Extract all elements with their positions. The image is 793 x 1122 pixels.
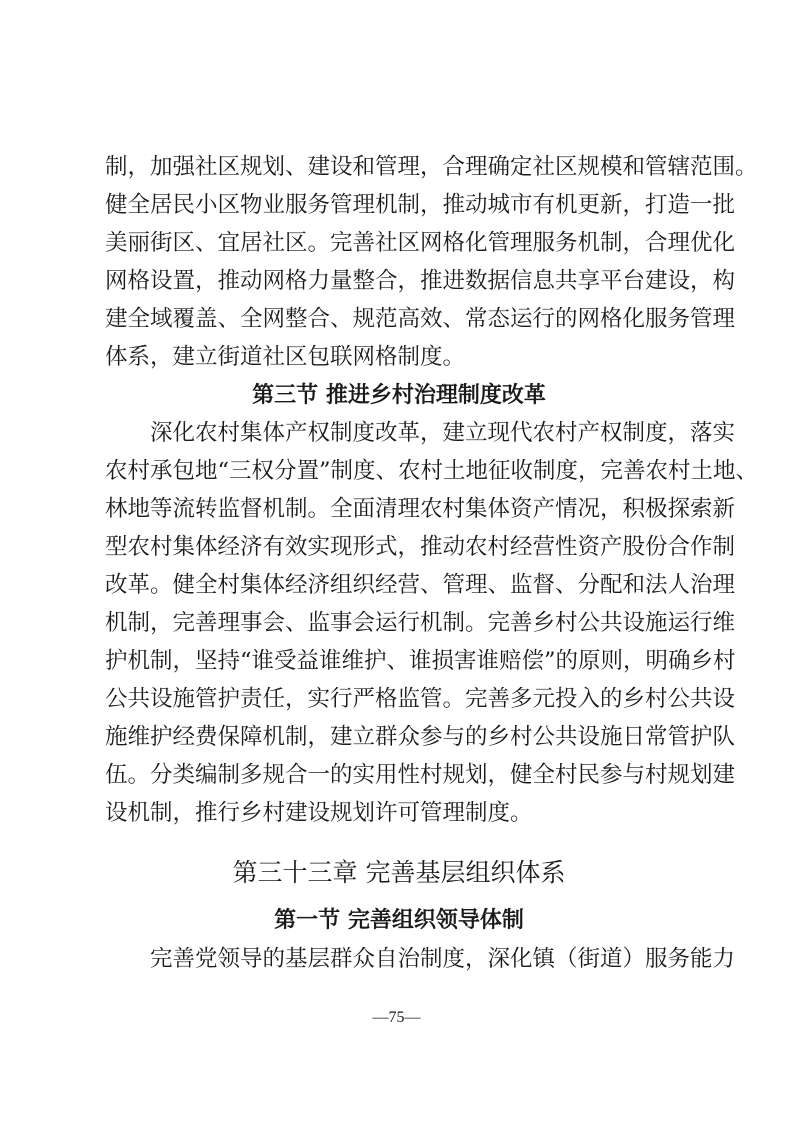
- paragraph-2-line-4: 型农村集体经济有效实现形式，推动农村经营性资产股份合作制: [105, 534, 736, 560]
- paragraph-1-line-1: 制，加强社区规划、建设和管理，合理确定社区规模和管辖范围。: [105, 154, 758, 180]
- paragraph-2-line-8: 公共设施管护责任，实行严格监管。完善多元投入的乡村公共设: [105, 686, 736, 712]
- paragraph-1-line-6: 体系，建立街道社区包联网格制度。: [105, 344, 466, 370]
- paragraph-2-line-5: 改革。健全村集体经济组织经营、管理、监督、分配和法人治理: [105, 572, 736, 598]
- paragraph-1-line-2: 健全居民小区物业服务管理机制，推动城市有机更新，打造一批: [105, 192, 736, 218]
- paragraph-2-line-3: 林地等流转监督机制。全面清理农村集体资产情况，积极探索新: [105, 496, 736, 522]
- section-3-heading: 第三节 推进乡村治理制度改革: [252, 382, 546, 408]
- chapter-heading: 第三十三章 完善基层组织体系: [232, 858, 566, 887]
- paragraph-2-line-9: 施维护经费保障机制，建立群众参与的乡村公共设施日常管护队: [105, 724, 736, 750]
- paragraph-3-line-1: 完善党领导的基层群众自治制度，深化镇（街道）服务能力: [150, 946, 736, 972]
- section-1-heading: 第一节 完善组织领导体制: [274, 907, 524, 933]
- page-number: —75—: [372, 1009, 421, 1026]
- paragraph-2-line-6: 机制，完善理事会、监事会运行机制。完善乡村公共设施运行维: [105, 610, 736, 636]
- paragraph-1-line-5: 建全域覆盖、全网整合、规范高效、常态运行的网格化服务管理: [105, 306, 736, 332]
- paragraph-2-line-2: 农村承包地“三权分置”制度、农村土地征收制度，完善农村土地、: [105, 458, 759, 484]
- paragraph-2-line-7: 护机制，坚持“谁受益谁维护、谁损害谁赔偿”的原则，明确乡村: [105, 648, 736, 674]
- paragraph-2-line-10: 伍。分类编制多规合一的实用性村规划，健全村民参与村规划建: [105, 762, 736, 788]
- paragraph-2-line-1: 深化农村集体产权制度改革，建立现代农村产权制度，落实: [150, 420, 736, 446]
- paragraph-1-line-4: 网格设置，推动网格力量整合，推进数据信息共享平台建设，构: [105, 268, 736, 294]
- paragraph-1-line-3: 美丽街区、宜居社区。完善社区网格化管理服务机制，合理优化: [105, 230, 736, 256]
- paragraph-2-line-11: 设机制，推行乡村建设规划许可管理制度。: [105, 800, 533, 826]
